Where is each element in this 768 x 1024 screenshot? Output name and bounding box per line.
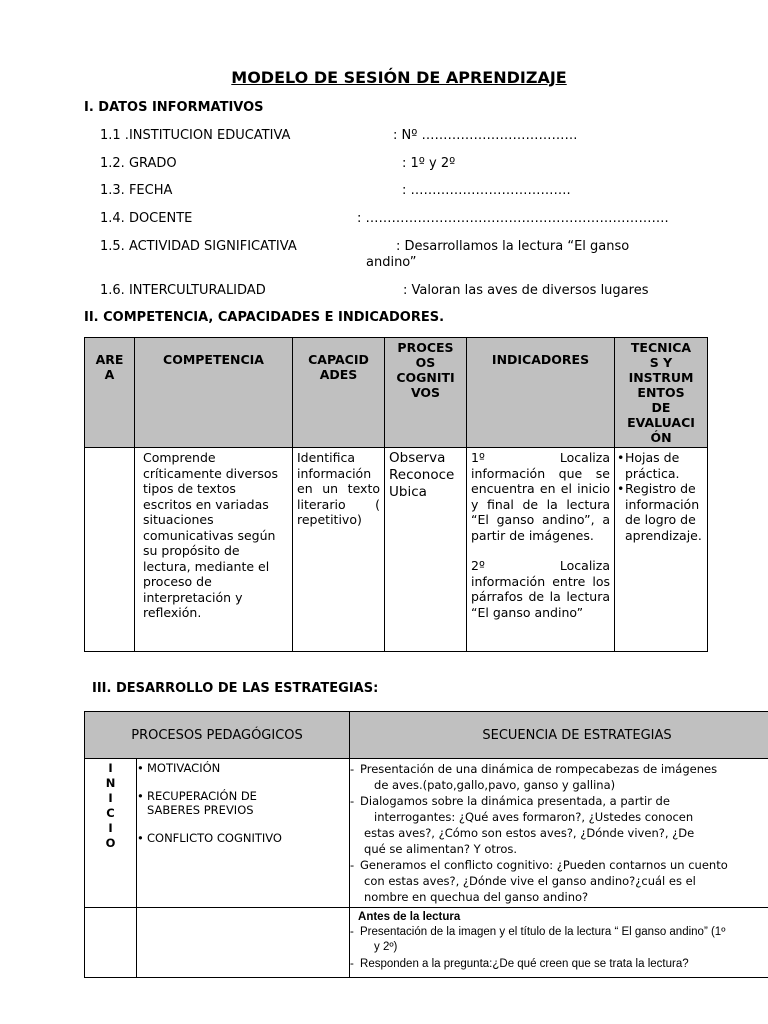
estrategias-table: [84, 711, 768, 978]
cell-empty: [137, 908, 350, 978]
table-header-row: [85, 712, 768, 759]
cell-secuencia: [350, 759, 768, 908]
lectura-heading: Antes de la lectura: [358, 911, 461, 923]
inicio-label: [85, 759, 137, 908]
cell-indicadores: [467, 448, 615, 652]
cell-procesos-list: [137, 759, 350, 908]
header-line: ÓN: [650, 430, 672, 445]
dash-icon: -: [350, 958, 354, 970]
lectura-item: [350, 925, 768, 955]
header-line: A: [104, 367, 115, 382]
proceso-item: Reconoce: [389, 467, 455, 483]
cell-capacidad: Identifica información en un texto literario ( repetitivo): [293, 448, 385, 652]
secuencia-line: [350, 761, 768, 777]
secuencia-item: [350, 761, 768, 793]
tecnica-item: [617, 450, 703, 481]
secuencia-text: nombre en quechua del ganso andino?: [364, 890, 589, 904]
lectura-item: [350, 957, 768, 972]
section-1-heading: I. DATOS INFORMATIVOS: [84, 100, 264, 115]
table-header-row: [85, 338, 708, 448]
proceso-item: Observa: [389, 450, 446, 466]
header-line: PROCES: [397, 340, 454, 355]
lectura-text: y 2º): [374, 941, 398, 953]
bullet-icon: •: [137, 831, 144, 845]
secuencia-item: [350, 793, 768, 857]
header-capacidades: [293, 338, 385, 448]
section-3-heading: III. DESARROLLO DE LAS ESTRATEGIAS:: [92, 681, 379, 696]
header-line: INSTRUM: [628, 370, 694, 385]
info-value-continuation: andino”: [366, 255, 417, 270]
header-line: ARE: [95, 352, 124, 367]
lectura-line: [350, 957, 768, 972]
header-line: VOS: [410, 385, 441, 400]
secuencia-text: Dialogamos sobre la dinámica presentada, a partir de: [360, 794, 670, 808]
header-competencia: [135, 338, 293, 448]
info-value: : Desarrollamos la lectura “El ganso: [396, 239, 630, 254]
header-procesos: [385, 338, 467, 448]
cell-empty: [85, 908, 137, 978]
table-row: [85, 759, 768, 908]
secuencia-text: interrogantes: ¿Qué aves formaron?, ¿Ustedes conocen: [374, 810, 694, 824]
inicio-letter: I: [108, 791, 113, 805]
info-value: : Valoran las aves de diversos lugares: [403, 283, 649, 298]
header-secuencia: SECUENCIA DE ESTRATEGIAS: [350, 712, 768, 759]
tecnica-text: Registro de información de logro de aprendizaje.: [625, 481, 702, 543]
table-row: [85, 908, 768, 978]
info-value: : Nº ………………………………: [393, 128, 578, 143]
header-line: DE: [651, 400, 671, 415]
proceso-item: Ubica: [389, 484, 427, 500]
cell-procesos: [385, 448, 467, 652]
proceso-text: RECUPERACIÓN DE SABERES PREVIOS: [147, 789, 257, 817]
secuencia-item: [350, 857, 768, 905]
dash-icon: -: [350, 858, 355, 872]
secuencia-line: [350, 793, 768, 809]
lectura-text: Presentación de la imagen y el título de la lectura “ El ganso andino” (1º: [360, 926, 726, 938]
cell-tecnicas: [615, 448, 708, 652]
info-label: 1.6. INTERCULTURALIDAD: [100, 283, 266, 298]
proceso-item: [137, 789, 345, 817]
header-line: CAPACID: [308, 352, 369, 367]
lectura-line: [350, 925, 768, 940]
info-value: : …………………………………………………………….: [357, 211, 669, 226]
info-value: : ……………………………….: [402, 183, 571, 198]
bullet-icon: •: [137, 761, 144, 775]
header-tecnicas: [615, 338, 708, 448]
inicio-letter: C: [106, 806, 115, 820]
header-line: ENTOS: [637, 385, 685, 400]
secuencia-text: de aves.(pato,gallo,pavo, ganso y gallina): [374, 778, 616, 792]
info-label: 1.3. FECHA: [100, 183, 173, 198]
secuencia-text: con estas aves?, ¿Dónde vive el ganso andino?¿cuál es el: [364, 874, 696, 888]
header-indicadores: [467, 338, 615, 448]
header-area: [85, 338, 135, 448]
header-line: COGNITI: [396, 370, 455, 385]
proceso-item: [137, 761, 345, 775]
info-label: 1.4. DOCENTE: [100, 211, 193, 226]
document-title: MODELO DE SESIÓN DE APRENDIZAJE: [231, 68, 567, 87]
indicador-2: 2º Localiza información entre los párrafos de la lectura “El ganso andino”: [471, 558, 610, 620]
indicador-1: 1º Localiza información que se encuentra en el inicio y final de la lectura “El ganso andino”, a partir de imágenes.: [471, 450, 610, 543]
header-line: EVALUACI: [627, 415, 695, 430]
secuencia-text: Generamos el conflicto cognitivo: ¿Pueden contarnos un cuento: [360, 858, 728, 872]
bullet-icon: •: [137, 789, 144, 803]
header-line: ADES: [319, 367, 358, 382]
section-2-heading: II. COMPETENCIA, CAPACIDADES E INDICADORES.: [84, 310, 445, 325]
dash-icon: -: [350, 762, 355, 776]
info-label: 1.2. GRADO: [100, 156, 177, 171]
spacer: [471, 543, 610, 558]
info-value: : 1º y 2º: [402, 156, 456, 171]
header-line: INDICADORES: [491, 352, 590, 367]
header-line: TECNICA: [630, 340, 692, 355]
header-line: OS: [415, 355, 436, 370]
secuencia-text: estas aves?, ¿Cómo son estos aves?, ¿Dónde viven?, ¿De: [364, 826, 695, 840]
inicio-letter: I: [108, 761, 113, 775]
cell-lectura: [350, 908, 768, 978]
secuencia-text: qué se alimentan? Y otros.: [364, 842, 518, 856]
proceso-item: [137, 831, 345, 845]
inicio-letter: I: [108, 821, 113, 835]
tecnica-text: Hojas de práctica.: [625, 450, 680, 481]
header-procesos-pedagogicos: PROCESOS PEDAGÓGICOS: [85, 712, 350, 759]
dash-icon: -: [350, 926, 354, 938]
table-row: [85, 448, 708, 652]
header-line: COMPETENCIA: [163, 352, 264, 367]
secuencia-text: Presentación de una dinámica de rompecabezas de imágenes: [360, 762, 718, 776]
header-line: S Y: [649, 355, 673, 370]
proceso-text: CONFLICTO COGNITIVO: [147, 831, 282, 845]
lectura-text: Responden a la pregunta:¿De qué creen que se trata la lectura?: [360, 958, 689, 970]
proceso-text: MOTIVACIÓN: [147, 761, 221, 775]
info-label: 1.1 .INSTITUCION EDUCATIVA: [100, 128, 291, 143]
info-label: 1.5. ACTIVIDAD SIGNIFICATIVA: [100, 239, 297, 254]
tecnica-item: [617, 481, 703, 543]
inicio-letter: O: [105, 836, 116, 850]
inicio-letter: N: [105, 776, 116, 790]
dash-icon: -: [350, 794, 355, 808]
cell-area: [85, 448, 135, 652]
bullet-icon: •: [617, 481, 625, 496]
secuencia-line: [350, 857, 768, 873]
bullet-icon: •: [617, 450, 625, 465]
cell-competencia: Comprende críticamente diversos tipos de textos escritos en variadas situaciones comunicativas según su propósito de lectura, mediante el proceso de interpretación y reflexión.: [135, 448, 293, 652]
competencias-table: [84, 337, 708, 652]
